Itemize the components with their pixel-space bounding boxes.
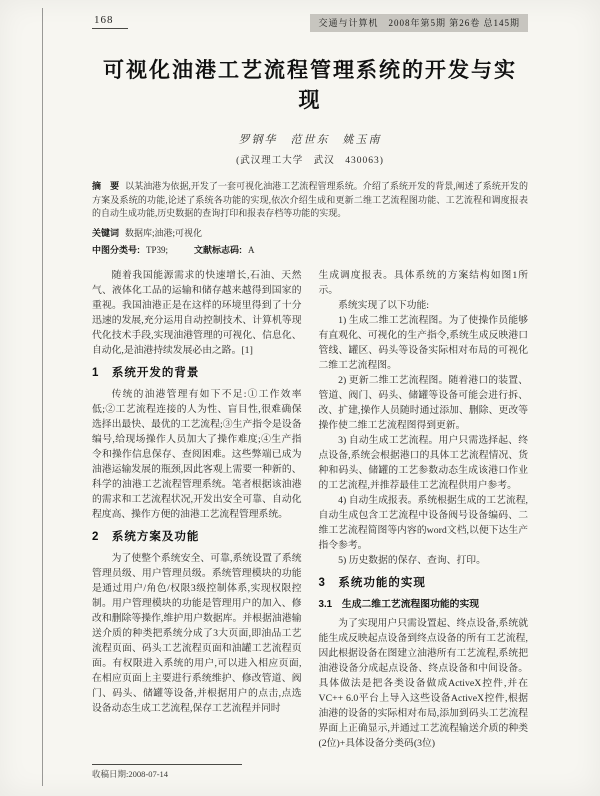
list-item: 5) 历史数据的保存、查询、打印。 [338,554,486,566]
keywords-text: 数据库;油港;可视化 [125,227,203,238]
paragraph: 传统的油港管理有如下不足:①工作效率低;②工艺流程连接的人为性、盲目性,很难确保选择出最快、最优的工艺流程;③生产指令是设备编号,给现场操作人员加大了操作难度;④生产指令和操作信息保存、查阅困难。这些弊端已成为油港运输发展的瓶颈,因此客观上需要一种新的、科学的油港工艺流程管理系统。笔者根据该油港的需求和工艺流程状况,开发出安全可靠、自动化程度高、操作方便的油港工艺流程管理系统。 [92,388,302,520]
page-header [92,14,528,32]
received-date-text: 收稿日期:2008-07-14 [92,769,169,779]
clc-label: 中图分类号: [92,244,140,255]
keywords-label: 关键词 [92,227,120,238]
paragraph: 为了实现用户只需设置起、终点设备,系统就能生成反映起点设备到终点设备的所有工艺流程,因此根据设备在图建立油港所有工艺流程,系统把油港设备分成起点设备、终点设备和中间设备。具体做法是把各类设备做成ActiveX控件,并在VC++ 6.0平台上导入这些设备ActiveX控件,根据油港的设备的实际相对布局,添加到码头工艺流程界面上正确显示,并通过工艺流程输送介质的种类(2位)+具体设备分类码(3位) [318,617,528,749]
footnote-rule [92,764,242,765]
subsection-heading-3-1: 3.1 生成二维工艺流程图功能的实现 [318,598,480,610]
paragraph-continuation: 生成调度报表。具体系统的方案结构如图1所示。 [318,269,528,296]
list-item: 4) 自动生成报表。系统根据生成的工艺流程,自动生成包含工艺流程中设备阀号设备编码、二维工艺流程简图等内容的word文档,以便下达生产指令参考。 [318,494,528,551]
paragraph: 为了使整个系统安全、可靠,系统设置了系统管理员级、用户管理员级。系统管理模块的功能是通过用户/角色/权限3级控制体系,实现权限控制。用户管理模块的功能是管理用户的加入、修改和删除等操作,维护用户数据库。并根据油港输送介质的种类把系统分成了3大页面,即油品工艺流程页面、码头工艺流程页面和油罐工艺流程页面。有权限进入系统的用户,可以进入相应页面,在相应页面上主要进行系统维护、修改管道、阀门、码头、储罐等设备,并根据用户的点击,点选设备动态生成工艺流程,保存工艺流程并同时 [92,552,302,714]
received-date [92,764,242,780]
paragraph: 系统实现了以下功能: [338,299,429,311]
page-number: 168 [92,14,128,29]
abstract-text: 以某油港为依据,开发了一套可视化油港工艺流程管理系统。介绍了系统开发的背景,阐述了系统开发的方案及系统的功能,论述了系统各功能的实现,依次介绍生成和更新二维工艺流程图功能、工艺流程和调度报表的自动生成功能,历史数据的查询打印和报表存档等功能的实现。 [92,181,528,218]
list-item: 1) 生成二维工艺流程图。为了使操作员能够有直观化、可视化的生产指令,系统生成反映港口管线、罐区、码头等设备实际相对布局的可视化二维工艺流程图。 [318,314,528,371]
article-title: 可视化油港工艺流程管理系统的开发与实现 [103,59,517,112]
section-heading-1: 1 系统开发的背景 [92,366,200,379]
journal-citation: 交通与计算机 2008年第5期 第26卷 总145期 [310,14,528,32]
authors: 罗钢华 范世东 姚玉南 [238,134,382,146]
doc-code-label: 文献标志码: [194,244,243,255]
right-column [319,268,529,784]
affiliation: (武汉理工大学 武汉 430063) [236,156,384,166]
list-item: 3) 自动生成工艺流程。用户只需选择起、终点设备,系统会根据港口的具体工艺流程情况、货种和码头、储罐的工艺参数动态生成该港口作业的工艺流程,并推荐最佳工艺流程供用户参考。 [318,434,528,491]
list-item: 2) 更新二维工艺流程图。随着港口的装置、管道、阀门、码头、储罐等设备可能会进行拆、改、扩建,操作人员随时通过添加、删除、更改等操作使二维工艺流程图得到更新。 [318,374,528,431]
clc-value: TP39; [146,244,169,255]
classification-line [92,243,528,256]
body-columns [92,268,528,784]
doc-code-value: A [248,244,255,255]
left-column [92,268,302,784]
keywords [92,226,528,239]
abstract [92,180,528,221]
section-heading-2: 2 系统方案及功能 [92,530,200,543]
abstract-label: 摘 要 [92,181,120,191]
section-heading-3: 3 系统功能的实现 [318,576,426,589]
paragraph: 随着我国能源需求的快速增长,石油、天然气、液体化工品的运输和储存越来越得到国家的重视。我国油港正是在这样的环境里得到了十分迅速的发展,充分运用自动控制技术、计算机等现代化技术手段,实现油港管理的可视化、信息化、自动化,是油港持续发展必由之路。[1] [92,269,302,356]
